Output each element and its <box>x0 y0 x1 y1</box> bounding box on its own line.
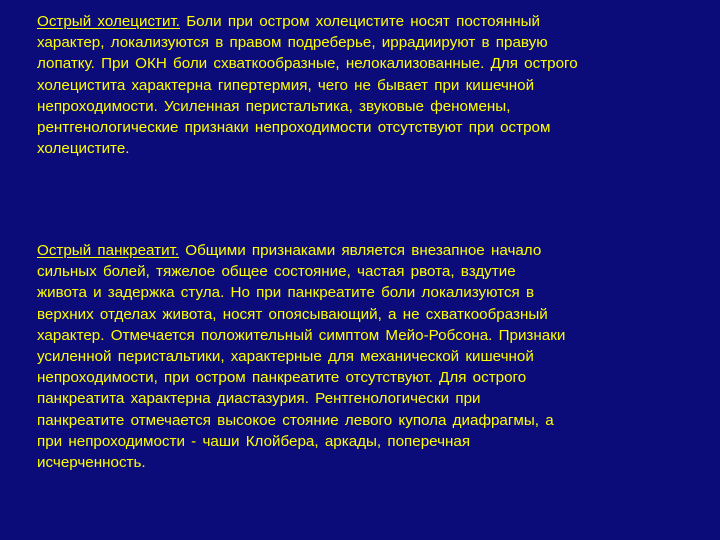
text-line: панкреатите отмечается высокое стояние левого купола диафрагмы, а <box>37 411 554 429</box>
text-line: непроходимости, при остром панкреатите отсутствуют. Для острого <box>37 369 527 387</box>
text-line: при непроходимости - чаши Клойбера, аркады, поперечная <box>37 432 471 450</box>
text-line: усиленной перистальтики, характерные для механической кишечной <box>37 348 534 366</box>
text-line: лопатку. При ОКН боли схваткообразные, нелокализованные. Для острого <box>37 55 578 73</box>
paragraph-cholecystitis <box>37 11 685 159</box>
text-line: рентгенологические признаки непроходимости отсутствуют при остром <box>37 119 551 137</box>
text-line: исчерченность. <box>37 454 146 472</box>
text-line-content: Боли при остром холецистите носят постоянный <box>179 13 541 30</box>
text-line: холецистита характерна гипертермия, чего не бывает при кишечной <box>37 76 535 94</box>
text-line: характер, локализуются в правом подреберье, иррадиируют в правую <box>37 34 548 52</box>
text-line <box>37 11 685 32</box>
text-line: панкреатита характерна диастазурия. Рентгенологически при <box>37 390 481 408</box>
paragraph-pancreatitis <box>37 240 685 473</box>
text-line <box>37 240 685 261</box>
text-line: живота и задержка стула. Но при панкреатите боли локализуются в <box>37 284 535 302</box>
text-line: сильных болей, тяжелое общее состояние, частая рвота, вздутие <box>37 263 516 281</box>
text-line: холецистите. <box>37 140 130 158</box>
text-line: характер. Отмечается положительный симптом Мейо-Робсона. Признаки <box>37 326 566 344</box>
term-heading: Острый панкреатит. <box>37 242 180 259</box>
text-line: верхних отделах живота, носят опоясывающий, а не схваткообразный <box>37 305 548 323</box>
text-line-content: Общими признаками является внезапное начало <box>179 242 542 259</box>
text-line: непроходимости. Усиленная перистальтика, звуковые феномены, <box>37 97 511 115</box>
term-heading: Острый холецистит. <box>37 13 180 30</box>
